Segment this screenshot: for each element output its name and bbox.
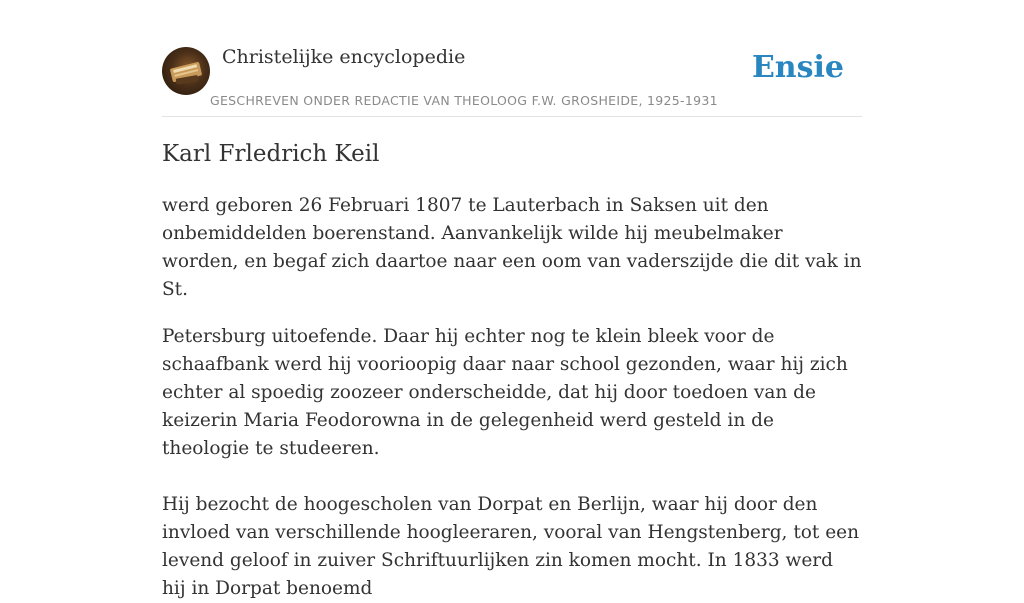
brand-logo[interactable]: Ensie [751,50,844,85]
site-subtitle: GESCHREVEN ONDER REDACTIE VAN THEOLOOG F.W. GROSHEIDE, 1925-1931 [210,93,718,108]
article-title: Karl Frledrich Keil [162,141,380,167]
article-paragraph: Hij bezocht de hoogescholen van Dorpat en Berlijn, waar hij door den invloed van verschillende hoogleeraren, vooral van Hengstenberg, tot een levend geloof in zuiver Schriftuurlijken zin komen mocht. In 1833 werd hij in Dorpat benoemd [162,494,860,599]
site-title[interactable]: Christelijke encyclopedie [222,46,466,68]
site-header [162,46,862,117]
book-photo-avatar-icon[interactable] [162,47,210,95]
article-paragraph: werd geboren 26 Februari 1807 te Lauterbach in Saksen uit den onbemiddelden boerenstand. Aanvankelijk wilde hij meubelmaker worden, en begaf zich daartoe naar een oom van vaderszijde die dit vak in St. [162,195,862,300]
article [162,138,862,603]
article-paragraph: Petersburg uitoefende. Daar hij echter nog te klein bleek voor de schaafbank werd hij voorioopig daar naar school gezonden, waar hij zich echter al spoedig zoozeer onderscheidde, dat hij door toedoen van de keizerin Maria Feodorowna in de gelegenheid werd gesteld in de theologie te studeeren. [162,326,848,459]
